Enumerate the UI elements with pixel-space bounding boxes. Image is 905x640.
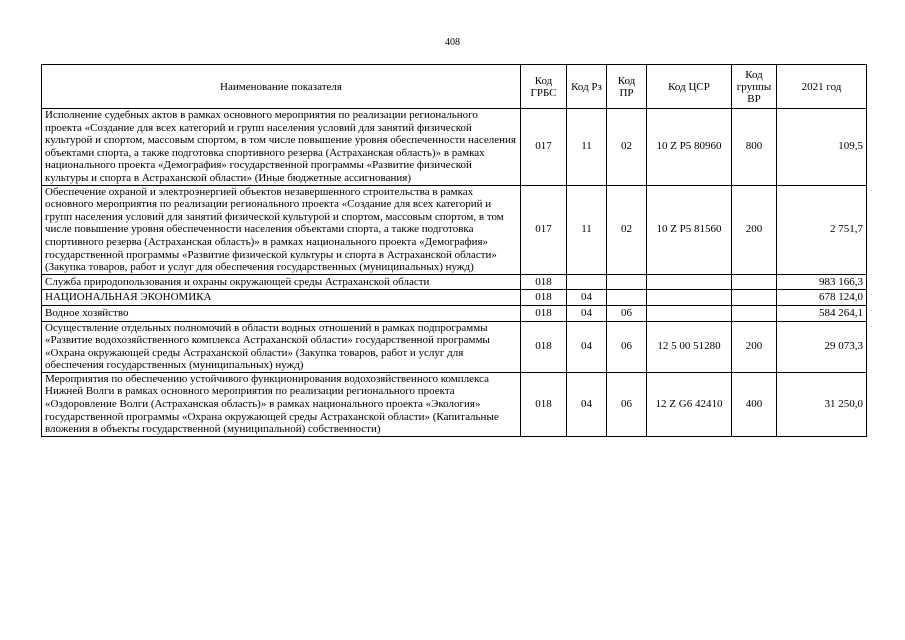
header-pr: Код ПР (607, 65, 647, 109)
row-rz: 04 (567, 290, 607, 306)
row-name: Служба природопользования и охраны окружающей среды Астраханской области (42, 274, 521, 290)
row-name: Водное хозяйство (42, 305, 521, 321)
row-csr (647, 274, 732, 290)
row-csr (647, 290, 732, 306)
row-grbs: 017 (521, 109, 567, 186)
row-csr: 12 Z G6 42410 (647, 372, 732, 436)
row-pr (607, 290, 647, 306)
row-pr: 06 (607, 372, 647, 436)
row-vr (732, 274, 777, 290)
table-row (42, 321, 867, 372)
row-vr: 200 (732, 321, 777, 372)
row-vr: 800 (732, 109, 777, 186)
row-name: Исполнение судебных актов в рамках основного мероприятия по реализации регионального проекта «Создание для всех категорий и групп населения условий для занятий физической культурой и спортом, массовым спортом, в том числе повышение уровня обеспеченности населения объектами спорта, а также подготовка спортивного резерва (Астраханская область)» в рамках национального проекта «Демография» государственной программы «Развитие физической культуры и спорта в Астраханской области» (Иные бюджетные ассигнования) (42, 109, 521, 186)
row-rz: 04 (567, 305, 607, 321)
header-vr: Код группы ВР (732, 65, 777, 109)
row-amount: 2 751,7 (777, 185, 867, 274)
table-row (42, 109, 867, 186)
row-grbs: 018 (521, 321, 567, 372)
row-vr (732, 290, 777, 306)
row-amount: 983 166,3 (777, 274, 867, 290)
row-rz: 04 (567, 372, 607, 436)
table-row (42, 274, 867, 290)
row-pr: 02 (607, 185, 647, 274)
row-grbs: 018 (521, 305, 567, 321)
row-pr (607, 274, 647, 290)
row-amount: 29 073,3 (777, 321, 867, 372)
table-row (42, 290, 867, 306)
row-csr: 12 5 00 51280 (647, 321, 732, 372)
header-year: 2021 год (777, 65, 867, 109)
row-amount: 584 264,1 (777, 305, 867, 321)
row-pr: 06 (607, 321, 647, 372)
row-rz: 11 (567, 185, 607, 274)
row-pr: 06 (607, 305, 647, 321)
row-vr (732, 305, 777, 321)
page-number: 408 (445, 37, 460, 48)
row-grbs: 018 (521, 372, 567, 436)
table-header-row (42, 65, 867, 109)
row-csr: 10 Z P5 81560 (647, 185, 732, 274)
row-grbs: 018 (521, 290, 567, 306)
row-amount: 31 250,0 (777, 372, 867, 436)
row-amount: 678 124,0 (777, 290, 867, 306)
table-row (42, 305, 867, 321)
row-pr: 02 (607, 109, 647, 186)
header-grbs: Код ГРБС (521, 65, 567, 109)
row-vr: 200 (732, 185, 777, 274)
row-rz (567, 274, 607, 290)
row-vr: 400 (732, 372, 777, 436)
row-grbs: 018 (521, 274, 567, 290)
row-rz: 11 (567, 109, 607, 186)
table-row (42, 185, 867, 274)
budget-table (41, 64, 867, 437)
header-csr: Код ЦСР (647, 65, 732, 109)
row-name: НАЦИОНАЛЬНАЯ ЭКОНОМИКА (42, 290, 521, 306)
row-name: Обеспечение охраной и электроэнергией объектов незавершенного строительства в рамках основного мероприятия по реализации регионального проекта «Создание для всех категорий и групп населения условий для занятий физической культурой и спортом, массовым спортом, в том числе повышение уровня обеспеченности населения объектами спорта, а также подготовка спортивного резерва (Астраханская область)» в рамках национального проекта «Демография» государственной программы «Развитие физической культуры и спорта в Астраханской области» (Закупка товаров, работ и услуг для обеспечения государственных (муниципальных) нужд) (42, 185, 521, 274)
row-csr (647, 305, 732, 321)
table-row (42, 372, 867, 436)
row-amount: 109,5 (777, 109, 867, 186)
row-name: Осуществление отдельных полномочий в области водных отношений в рамках подпрограммы «Развитие водохозяйственного комплекса Астраханской области» государственной программы «Охрана окружающей среды Астраханской области» (Закупка товаров, работ и услуг для обеспечения государственных (муниципальных) нужд) (42, 321, 521, 372)
row-grbs: 017 (521, 185, 567, 274)
header-rz: Код Рз (567, 65, 607, 109)
row-csr: 10 Z P5 80960 (647, 109, 732, 186)
row-name: Мероприятия по обеспечению устойчивого функционирования водохозяйственного комплекса Нижней Волги в рамках основного мероприятия по реализации регионального проекта «Оздоровление Волги (Астраханская область)» в рамках национального проекта «Экология» государственной программы «Охрана окружающей среды Астраханской области» (Капитальные вложения в объекты государственной (муниципальной) собственности) (42, 372, 521, 436)
row-rz: 04 (567, 321, 607, 372)
header-name: Наименование показателя (42, 65, 521, 109)
